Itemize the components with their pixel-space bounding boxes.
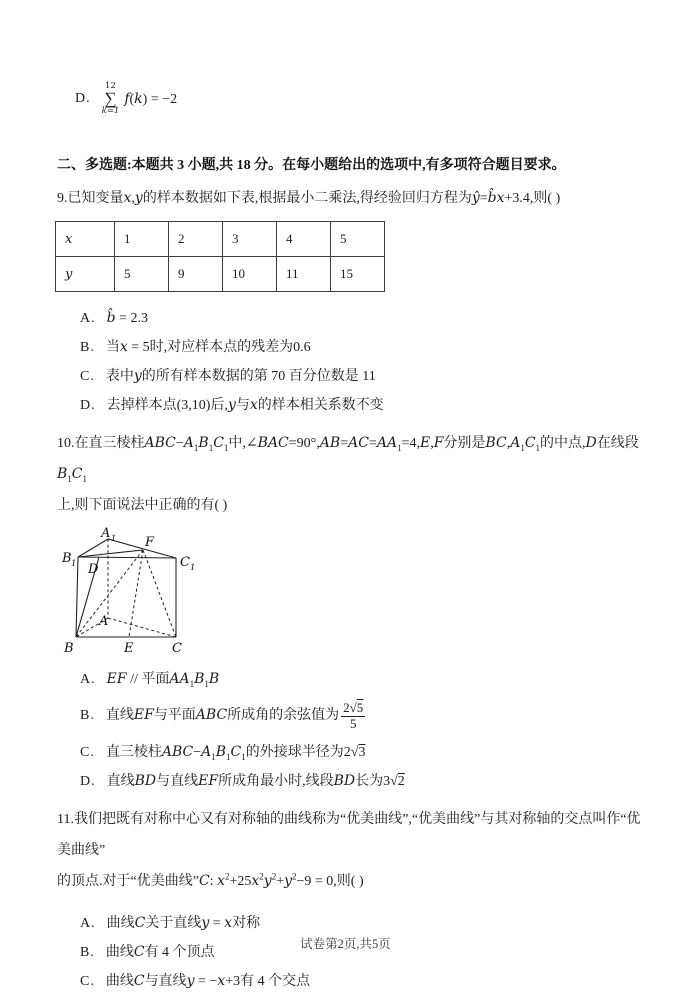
figure-label-c: C [172,641,182,656]
option-letter: C. [80,744,95,760]
summation-symbol [102,82,120,115]
q10-option-b [57,694,641,738]
table-row-x [56,222,385,257]
q11-stem-line1: 11.我们把既有对称中心又有对称轴的曲线称为“优美曲线”,“优美曲线”与其对称轴的交点叫作“优美曲线” [57,812,641,858]
figure-label-c1: C [180,555,190,570]
cell: 5 [331,222,385,257]
segment-fc [143,550,176,637]
sigma-icon: ∑ [104,88,117,108]
option-letter: C. [80,368,95,384]
figure-label-b: B [64,641,74,656]
figure-label-e: E [124,641,134,656]
option-text: EF // 平面$AA_1B_1B$ [106,671,220,689]
q10-option-c [57,738,641,767]
q10-option-d [57,767,641,796]
option-letter: A. [80,671,96,687]
fraction-denominator: 5 [349,715,357,731]
figure-label-c1-sub: 1 [190,563,196,573]
cell: 9 [169,257,223,292]
cell: 11 [277,257,331,292]
option-text: 表中y的所有样本数据的第 70 百分位数是 11 [105,368,376,384]
q9-stem: 9.已知变量x,y的样本数据如下表,根据最小二乘法,得经验回归方程为ŷ=b̂x+3.4,则( ) [57,190,561,206]
option-text: f(k) = −2 [124,90,178,107]
row-header-y: y [56,257,115,292]
option-letter: A. [80,915,96,931]
prism-diagram [61,525,203,656]
page-footer: 试卷第2页,共5页 [300,937,391,951]
option-letter: B. [80,339,95,355]
q9-data-table [55,221,385,292]
option-text: 直线BD与直线EF所成角最小时,线段BD长为3√2 [106,773,405,789]
figure-label-f: F [145,535,155,550]
option-text: 曲线C与直线y = −x+3有 4 个交点 [105,973,311,989]
figure-label-a: A [99,614,109,629]
q9-option-d [57,391,641,420]
cell: 15 [331,257,385,292]
option-text: 去掉样本点(3,10)后,y与x的样本相关系数不变 [106,397,384,413]
cell: 1 [115,222,169,257]
option-text: 直三棱柱$ABC-A_1B_1C_1$的外接球半径为2√3 [105,744,366,762]
cell: 5 [115,257,169,292]
option-letter: B. [80,944,95,960]
option-letter: D. [80,773,96,789]
cell: 4 [277,222,331,257]
q10-options [57,665,641,796]
q11-stem-line2: 的顶点.对于“优美曲线”C: $x^2+25x^2y^2+y^2-9 = 0$,则( ) [57,871,364,889]
q10-option-a [57,665,641,694]
edge-ac [108,618,176,637]
q9-options [57,304,641,420]
cell: 2 [169,222,223,257]
q9-option-a [57,304,641,333]
figure-label-b1: B [62,551,72,566]
cell: 3 [223,222,277,257]
sum-upper-bound: 12 [105,81,116,92]
fraction-numerator: 2√5 [343,699,364,715]
option-text: 曲线C关于直线y = x对称 [106,915,261,931]
segment-fb [76,550,143,637]
q10-figure [61,525,641,661]
option-text [106,701,367,731]
q8-option-d [57,78,641,120]
option-letter: D. [75,91,91,106]
q11-options [57,909,641,996]
q9-option-c [57,362,641,391]
segment-fe [129,550,143,637]
option-letter: A. [80,310,96,326]
figure-label-d: D [88,562,99,577]
edge-b1b [76,557,78,637]
option-text-prefix: 直线EF与平面ABC所成角的余弦值为 [105,707,340,724]
q10-stem-line1: 10.在直三棱柱$ABC-A_1B_1C_1$中$,\angle BAC=90^\circ,AB=AC=AA_1=4,E,F$分别是$BC,A_1C_1$的中点,D在线段$B_1C_1$ [57,435,639,484]
table-row-y [56,257,385,292]
figure-label-a1-sub: 1 [111,534,117,544]
option-letter: D. [80,397,96,413]
q10-stem-line2: 上,则下面说法中正确的有( ) [57,498,228,513]
fraction [341,701,365,731]
option-letter: B. [80,708,95,723]
sum-lower-bound: k=1 [101,106,120,117]
row-header-x: x [56,222,115,257]
option-text: 当x = 5时,对应样本点的残差为0.6 [105,339,311,355]
q9-option-b [57,333,641,362]
option-letter: C. [80,973,95,989]
section-heading: 二、多选题:本题共 3 小题,共 18 分。在每小题给出的选项中,有多项符合题目要求。 [57,158,566,173]
option-text: 曲线C有 4 个顶点 [105,944,215,960]
q11-option-c [57,967,641,996]
figure-label-b1-sub: 1 [71,559,77,569]
cell: 10 [223,257,277,292]
option-text: b̂ = 2.3 [106,310,148,326]
figure-label-a1: A [101,526,111,541]
